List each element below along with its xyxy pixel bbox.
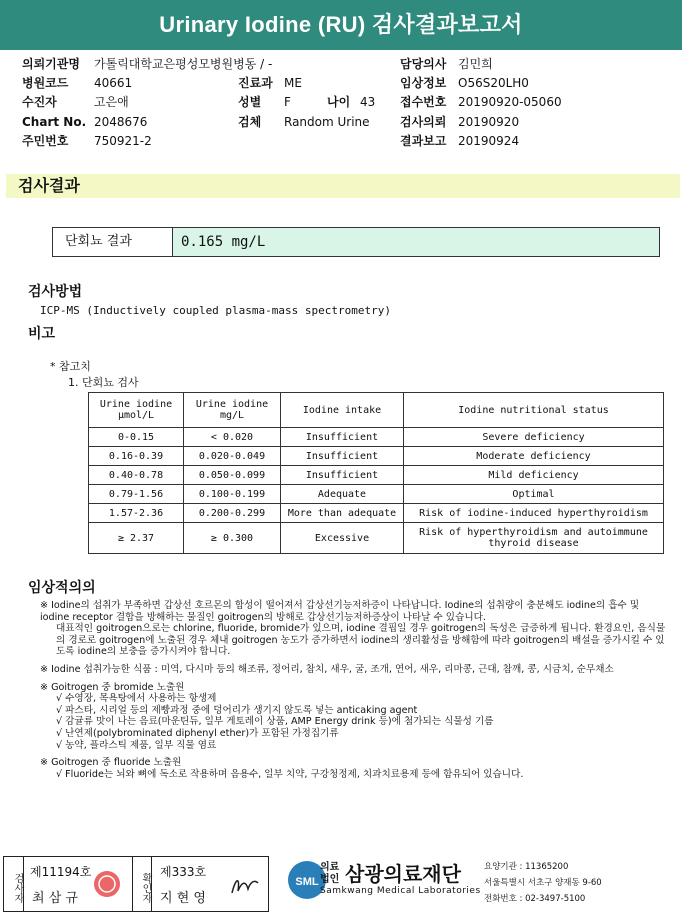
table-cell: 0.020-0.049: [184, 447, 281, 466]
note-text: √ 난연제(polybrominated diphenyl ether)가 포함된 가정집기류: [56, 727, 339, 739]
contact-line: 전화번호 : 02-3497-5100: [484, 894, 586, 904]
note-text: ※ Iodine 섭취가능한 식품 : 미역, 다시마 등의 해조류, 정어리, 참치, 새우, 굴, 조개, 연어, 새우, 리마콩, 근대, 참깨, 콩, 시금치, 순무채소: [40, 663, 614, 675]
note-text: √ 농약, 플라스틱 제품, 일부 직물 염료: [56, 739, 217, 751]
table-header-row: [89, 393, 664, 428]
method-text: ICP-MS (Inductively coupled plasma-mass spectrometry): [40, 304, 391, 317]
info-label: Chart No.: [22, 115, 87, 129]
inspector-label: 검사자: [4, 857, 24, 911]
org-name-en: Samkwang Medical Laboratories: [320, 886, 481, 896]
clinical-notes: [40, 600, 670, 780]
table-cell: Risk of iodine-induced hyperthyroidism: [404, 504, 664, 523]
table-row: [89, 485, 664, 504]
info-value: Random Urine: [284, 115, 370, 129]
info-value: O56S20LH0: [458, 76, 529, 90]
info-label: 결과보고: [400, 134, 447, 148]
result-label: 단회뇨 결과: [53, 228, 173, 256]
approver-number: 제333호: [160, 865, 207, 879]
info-value: ME: [284, 76, 302, 90]
table-cell: 0.200-0.299: [184, 504, 281, 523]
info-label: 병원코드: [22, 76, 69, 90]
info-label: 의뢰기관명: [22, 57, 80, 71]
approver-signature-icon: [226, 871, 262, 901]
section-title: 검사결과: [6, 174, 680, 198]
note-text: √ 수영장, 목욕탕에서 사용하는 항생제: [56, 693, 217, 705]
info-value: F: [284, 95, 291, 109]
info-label: 접수번호: [400, 95, 447, 109]
inspector-name: 최 삼 규: [32, 891, 78, 906]
table-header: Urine iodine μmol/L: [89, 393, 184, 428]
table-row: [89, 504, 664, 523]
info-label: 수진자: [22, 95, 57, 109]
table-cell: 0-0.15: [89, 428, 184, 447]
org-prefix: 의료법인: [320, 862, 340, 885]
table-cell: Excessive: [281, 523, 404, 554]
info-label: 검체: [238, 115, 262, 129]
info-value: 2048676: [94, 115, 148, 129]
table-cell: 0.79-1.56: [89, 485, 184, 504]
note-text: √ 감귤류 맛이 나는 음료(마운틴듀, 일부 게토레이 상품, AMP Energy drink 등)에 첨가되는 식물성 기름: [56, 716, 494, 728]
result-box: [52, 227, 660, 257]
remark-heading: 비고: [28, 326, 56, 342]
method-heading: 검사방법: [28, 284, 83, 300]
info-value: 20190920: [458, 115, 520, 129]
info-value: 750921-2: [94, 134, 152, 148]
table-header: Iodine nutritional status: [404, 393, 664, 428]
info-label: 진료과: [238, 76, 273, 90]
footer: [0, 850, 682, 921]
table-cell: 0.050-0.099: [184, 466, 281, 485]
result-value: 0.165 mg/L: [173, 228, 659, 256]
table-cell: Insufficient: [281, 447, 404, 466]
report-title: Urinary Iodine (RU) 검사결과보고서: [0, 0, 682, 50]
table-row: [89, 466, 664, 485]
inspector-seal-icon: [92, 869, 122, 899]
reference-table: [88, 392, 664, 554]
info-label: 나이: [327, 95, 351, 109]
info-label: 성별: [238, 95, 262, 109]
table-cell: More than adequate: [281, 504, 404, 523]
contact-line: 요양기관 : 11365200: [484, 862, 569, 872]
table-header: Iodine intake: [281, 393, 404, 428]
note-text: √ 파스타, 시리얼 등의 제빵과정 중에 덩어리가 생기지 않도록 넣는 anticaking agent: [56, 704, 418, 716]
clinical-heading: 임상적의의: [28, 580, 96, 596]
table-cell: Optimal: [404, 485, 664, 504]
info-value: 43: [360, 95, 376, 109]
ref-label: * 참고치: [50, 360, 91, 373]
logo-text: SML: [295, 876, 319, 888]
info-value: 20190920-05060: [458, 95, 562, 109]
info-label: 검사의뢰: [400, 115, 447, 129]
table-cell: ≥ 2.37: [89, 523, 184, 554]
info-value: 20190924: [458, 134, 520, 148]
table-cell: Mild deficiency: [404, 466, 664, 485]
table-row: [89, 523, 664, 554]
info-value: 가톨릭대학교은평성모병원병동 / -: [94, 57, 273, 71]
info-value: 고은애: [94, 95, 129, 109]
info-label: 주민번호: [22, 134, 69, 148]
ref-sublabel: 1. 단회뇨 검사: [68, 376, 139, 389]
table-row: [89, 447, 664, 466]
note-text: ※ Goitrogen 중 bromide 노출원: [40, 681, 185, 693]
contact-line: 서울특별시 서초구 양재동 9-60: [484, 878, 602, 888]
info-value: 40661: [94, 76, 133, 90]
inspector-number: 제11194호: [30, 865, 92, 879]
table-header: Urine iodine mg/L: [184, 393, 281, 428]
note-text: 대표적인 goitrogen으로는 chlorine, fluoride, bromide가 있으며, iodine 결핍일 경우 goitrogen의 독성은 급증하게 됩니다. 환경요인, 음식물의 경로로 goitrogen에 노출된 경우 체내 goitrogen 농도가 증가하면서 iodine의 생리활성을 방해함에 따라 goitrogen의 배설을 증가시킬 수 있도록 iodine의 보충을 증가시켜야 합니다.: [56, 623, 666, 658]
note-text: ※ Goitrogen 중 fluoride 노출원: [40, 757, 182, 769]
table-cell: Adequate: [281, 485, 404, 504]
approver-name: 지 현 영: [160, 891, 206, 906]
table-cell: ≥ 0.300: [184, 523, 281, 554]
table-cell: < 0.020: [184, 428, 281, 447]
info-label: 담당의사: [400, 57, 447, 71]
table-cell: 0.100-0.199: [184, 485, 281, 504]
table-cell: 1.57-2.36: [89, 504, 184, 523]
table-cell: Severe deficiency: [404, 428, 664, 447]
info-value: 김민희: [458, 57, 493, 71]
table-row: [89, 428, 664, 447]
signature-box: [3, 856, 269, 912]
note-text: ※ Iodine의 섭취가 부족하면 갑상선 호르몬의 합성이 떨어져서 갑상선기능저하증이 나타납니다. Iodine의 섭취량이 충분해도 iodine의 흡수 및 iodine receptor 결합을 방해하는 물질인 goitrogen의 방해로 갑상선기능저하증상이 나타날 수 있습니다.: [40, 600, 640, 623]
table-cell: Moderate deficiency: [404, 447, 664, 466]
org-name: 삼광의료재단: [345, 862, 461, 886]
note-text: √ Fluoride는 뇌와 뼈에 독소로 작용하며 음용수, 일부 치약, 구강청정제, 치과치료용제 등에 함유되어 있습니다.: [56, 768, 524, 780]
table-cell: 0.16-0.39: [89, 447, 184, 466]
table-cell: Insufficient: [281, 428, 404, 447]
info-label: 임상정보: [400, 76, 447, 90]
table-cell: Risk of hyperthyroidism and autoimmune thyroid disease: [404, 523, 664, 554]
table-cell: Insufficient: [281, 466, 404, 485]
approver-label: 확인자: [132, 857, 152, 911]
table-cell: 0.40-0.78: [89, 466, 184, 485]
